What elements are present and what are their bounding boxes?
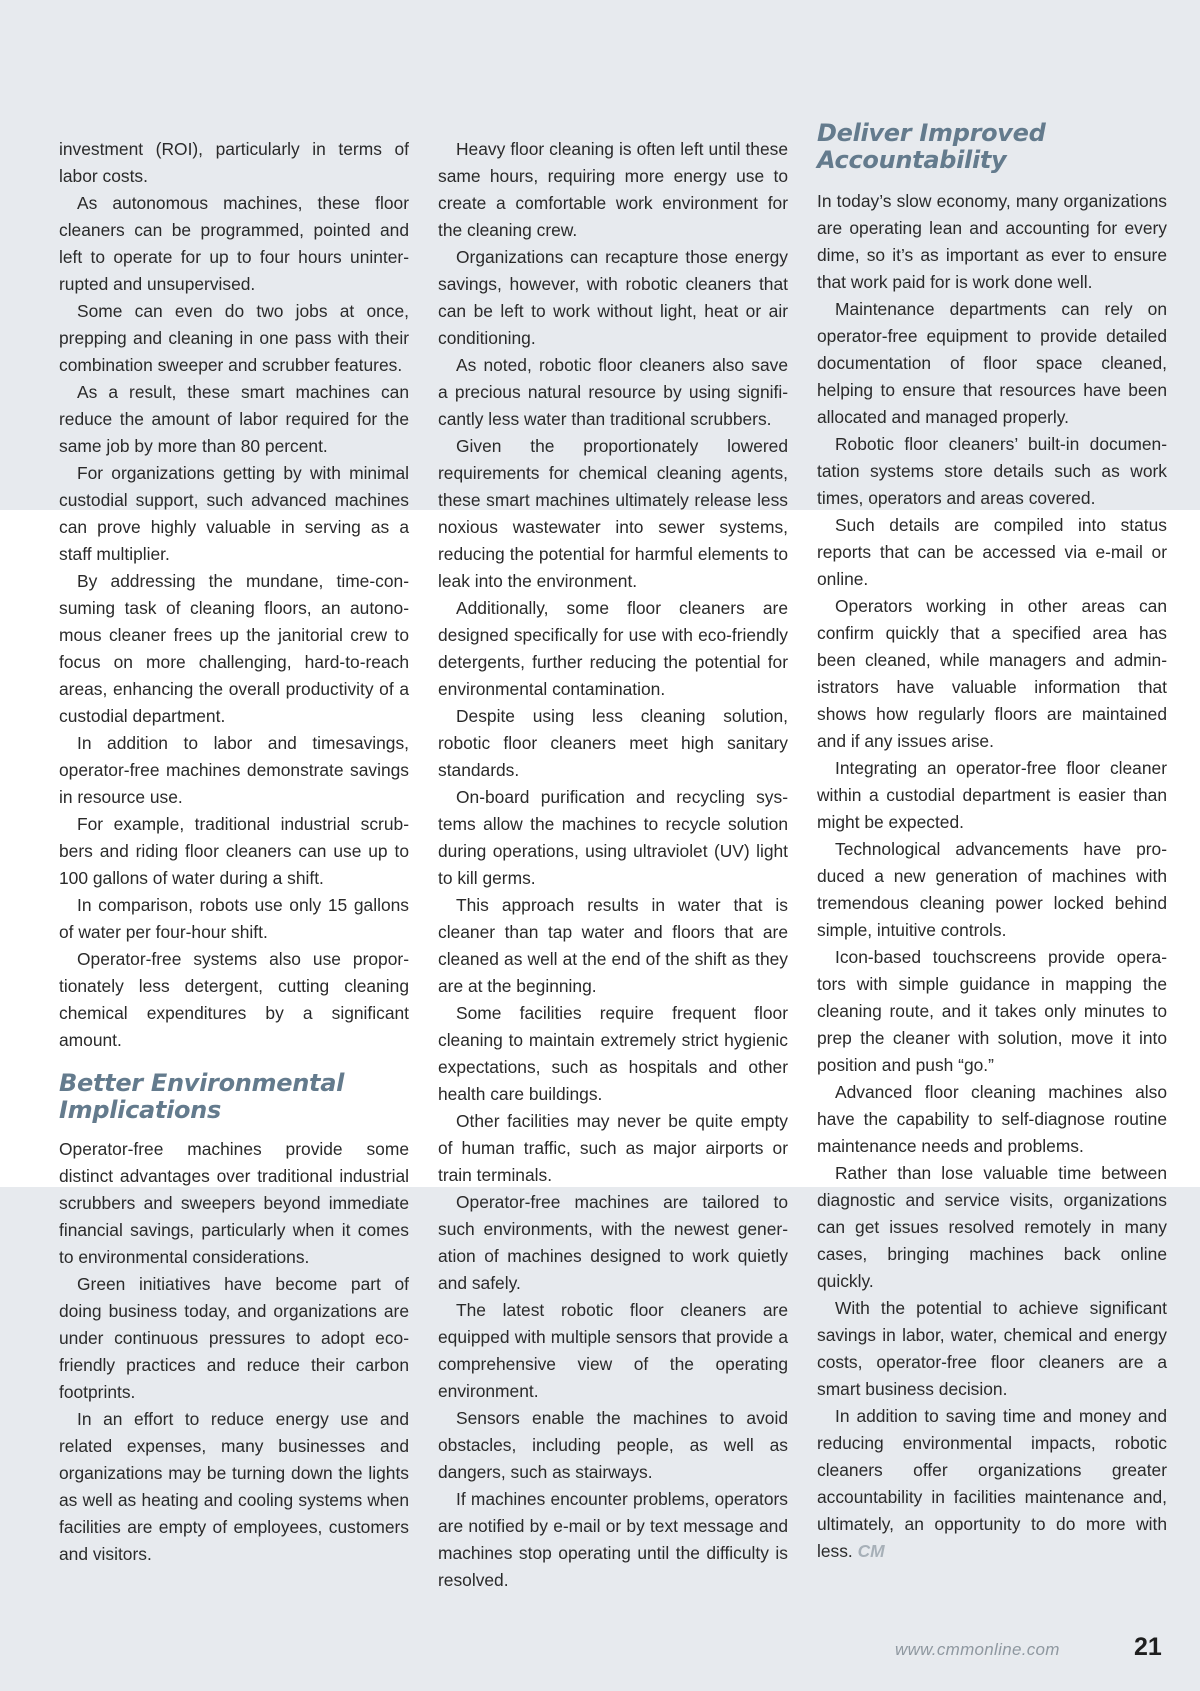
paragraph: Advanced floor cleaning machines also have the capability to self-diagnose routine maintenance needs and problems. xyxy=(817,1082,1167,1156)
paragraph: As a result, these smart machines can reduce the amount of labor required for the same job by more than 80 percent. xyxy=(59,382,409,456)
paragraph: Technological advancements have produced a new generation of machines with tremendous cleaning power locked behind simple, intuitive controls. xyxy=(817,839,1167,940)
paragraph: By addressing the mundane, time-consuming task of cleaning floors, an autonomous cleaner frees up the janitorial crew to focus on more challenging, hard-to-reach areas, enhancing the overall productivity of a custodial department. xyxy=(59,571,409,726)
paragraph: As noted, robotic floor cleaners also save a precious natural resource by using significantly less water than traditional scrubbers. xyxy=(438,355,788,429)
paragraph-text: In addition to saving time and money and reducing environmental impacts, robotic cleaners offer organizations greater accountability in facilities maintenance and, ultimately, an opportunity to do more with less. xyxy=(817,1406,1167,1561)
paragraph: Operators working in other areas can confirm quickly that a specified area has been cleaned, while managers and administrators have valuable information that shows how regularly floors are maintained and if any issues arise. xyxy=(817,596,1167,751)
paragraph: With the potential to achieve significant savings in labor, water, chemical and energy costs, operator-free floor cleaners are a smart business decision. xyxy=(817,1298,1167,1399)
paragraph: As autonomous machines, these floor cleaners can be programmed, pointed and left to operate for up to four hours uninterrupted and unsupervised. xyxy=(59,193,409,294)
section-heading-accountability: Deliver Improved Accountability xyxy=(817,119,1046,174)
paragraph: In today’s slow economy, many organizations are operating lean and accounting for every dime, so it’s as important as ever to ensure that work paid for is work done well. xyxy=(817,191,1167,292)
paragraph: On-board purification and recycling systems allow the machines to recycle solution during operations, using ultraviolet (UV) light to kill germs. xyxy=(438,787,788,888)
paragraph: Robotic floor cleaners’ built-in documentation systems store details such as work times, operators and areas covered. xyxy=(817,434,1167,508)
paragraph: For example, traditional industrial scrubbers and riding floor cleaners can use up to 100 gallons of water during a shift. xyxy=(59,814,409,888)
paragraph: Operator-free machines provide some distinct advantages over traditional industrial scrubbers and sweepers beyond immediate financial savings, particularly when it comes to environmental considerations. xyxy=(59,1139,409,1267)
paragraph: In addition to labor and timesavings, operator-free machines demonstrate savings in resource use. xyxy=(59,733,409,807)
paragraph: Sensors enable the machines to avoid obstacles, including people, as well as dangers, such as stairways. xyxy=(438,1408,788,1482)
paragraph: Heavy floor cleaning is often left until these same hours, requiring more energy use to create a comfortable work environment for the cleaning crew. xyxy=(438,139,788,240)
paragraph: Operator-free machines are tailored to such environments, with the newest generation of machines designed to work quietly and safely. xyxy=(438,1192,788,1293)
paragraph: Some facilities require frequent floor cleaning to maintain extremely strict hygienic expectations, such as hospitals and other health care buildings. xyxy=(438,1003,788,1104)
paragraph: Maintenance departments can rely on operator-free equipment to provide detailed documentation of floor space cleaned, helping to ensure that resources have been allocated and managed properly. xyxy=(817,299,1167,427)
paragraph: The latest robotic floor cleaners are equipped with multiple sensors that provide a comprehensive view of the operating environment. xyxy=(438,1300,788,1401)
paragraph: Additionally, some floor cleaners are designed specifically for use with eco-friendly detergents, further reducing the potential for environmental contamination. xyxy=(438,598,788,699)
paragraph: investment (ROI), particularly in terms of labor costs. xyxy=(59,139,409,186)
paragraph: If machines encounter problems, operators are notified by e-mail or by text message and machines stop operating until the difficulty is resolved. xyxy=(438,1489,788,1590)
footer-url: www.cmmonline.com xyxy=(895,1640,1060,1659)
paragraph: Integrating an operator-free floor cleaner within a custodial department is easier than might be expected. xyxy=(817,758,1167,832)
article-column-3 xyxy=(817,120,1167,1565)
paragraph: In comparison, robots use only 15 gallons of water per four-hour shift. xyxy=(59,895,409,942)
article-column-1 xyxy=(59,136,409,1568)
paragraph: Such details are compiled into status reports that can be accessed via e-mail or online. xyxy=(817,515,1167,589)
page-number: 21 xyxy=(1134,1633,1162,1661)
paragraph xyxy=(817,1403,1167,1565)
end-mark: CM xyxy=(857,1541,885,1561)
paragraph: Some can even do two jobs at once, prepping and cleaning in one pass with their combination sweeper and scrubber features. xyxy=(59,301,409,375)
paragraph: Other facilities may never be quite empty of human traffic, such as major airports or train terminals. xyxy=(438,1111,788,1185)
paragraph: Given the proportionately lowered requirements for chemical cleaning agents, these smart machines ultimately release less noxious wastewater into sewer systems, reducing the potential for harmful elements to leak into the environment. xyxy=(438,436,788,591)
section-heading-environmental: Better Environmental Implications xyxy=(59,1069,345,1124)
article-column-2 xyxy=(438,136,788,1594)
paragraph: Organizations can recapture those energy savings, however, with robotic cleaners that can be left to work without light, heat or air conditioning. xyxy=(438,247,788,348)
paragraph: Icon-based touchscreens provide operators with simple guidance in mapping the cleaning route, and it takes only minutes to prep the cleaner with solution, move it into position and push “go.” xyxy=(817,947,1167,1075)
paragraph: In an effort to reduce energy use and related expenses, many businesses and organizations may be turning down the lights as well as heating and cooling systems when facilities are empty of employees, customers and visitors. xyxy=(59,1409,409,1564)
paragraph: This approach results in water that is cleaner than tap water and floors that are cleaned as well at the end of the shift as they are at the beginning. xyxy=(438,895,788,996)
paragraph: Operator-free systems also use proportionately less detergent, cutting cleaning chemical expenditures by a significant amount. xyxy=(59,949,409,1050)
paragraph: Despite using less cleaning solution, robotic floor cleaners meet high sanitary standards. xyxy=(438,706,788,780)
paragraph: Green initiatives have become part of doing business today, and organizations are under continuous pressures to adopt eco-friendly practices and reduce their carbon footprints. xyxy=(59,1274,409,1402)
paragraph: Rather than lose valuable time between diagnostic and service visits, organizations can get issues resolved remotely in many cases, bringing machines back online quickly. xyxy=(817,1163,1167,1291)
paragraph: For organizations getting by with minimal custodial support, such advanced machines can prove highly valuable in serving as a staff multiplier. xyxy=(59,463,409,564)
